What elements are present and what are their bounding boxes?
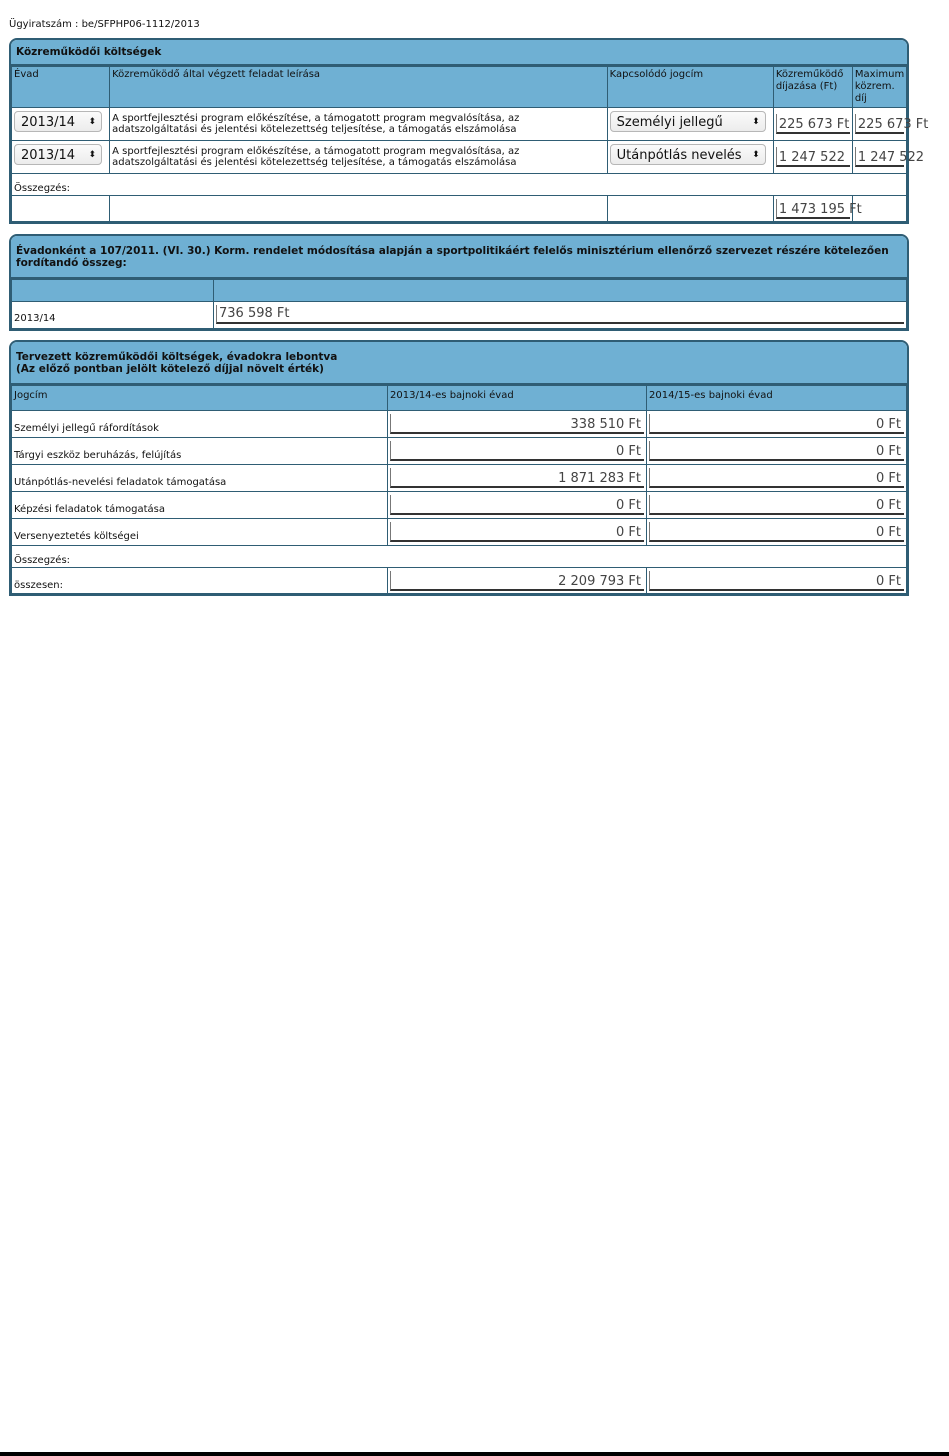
- fee-input[interactable]: 225 673 Ft: [776, 114, 850, 134]
- planned-costs-section: [9, 340, 909, 596]
- table-row: [12, 108, 907, 141]
- col-header-season: Évad: [12, 67, 110, 108]
- section-title: [11, 342, 907, 385]
- col-header-season-1: 2013/14-es bajnoki évad: [388, 386, 647, 411]
- season-2-input[interactable]: 0 Ft: [649, 495, 904, 515]
- season-select[interactable]: 2013/14 ⬍: [14, 144, 102, 165]
- row-label: Tárgyi eszköz beruházás, felújítás: [12, 438, 388, 465]
- section-title: Évadonként a 107/2011. (VI. 30.) Korm. rendelet módosítása alapján a sportpolitikáért felelős minisztérium ellenőrző szervezet részére kötelezően fordítandó összeg:: [11, 236, 907, 279]
- updown-icon: ⬍: [752, 150, 760, 160]
- row-label: Személyi jellegű ráfordítások: [12, 411, 388, 438]
- season-1-input[interactable]: 338 510 Ft: [390, 414, 644, 434]
- summary-label: Összegzés:: [12, 174, 907, 196]
- season-1-input[interactable]: 0 Ft: [390, 522, 644, 542]
- total-season-1-input[interactable]: 2 209 793 Ft: [390, 571, 644, 591]
- section-title: Közreműködői költségek: [11, 40, 907, 66]
- col-header-category: Jogcím: [12, 386, 388, 411]
- season-1-input[interactable]: 0 Ft: [390, 441, 644, 461]
- season-select[interactable]: 2013/14 ⬍: [14, 111, 102, 132]
- row-label: Versenyeztetés költségei: [12, 519, 388, 546]
- category-select[interactable]: Személyi jellegű ⬍: [610, 111, 766, 132]
- mandatory-amount-table: [11, 279, 907, 329]
- col-header-fee: Közreműködő díjazása (Ft): [773, 67, 852, 108]
- fee-total-input[interactable]: 1 473 195 Ft: [776, 199, 850, 219]
- section-title-line1: Tervezett közreműködői költségek, évadokra lebontva: [16, 351, 338, 363]
- section-title-line2: (Az előző pontban jelölt kötelező díjjal növelt érték): [16, 363, 324, 375]
- planned-costs-table: [11, 385, 907, 594]
- col-header-description: Közreműködő által végzett feladat leírása: [110, 67, 608, 108]
- mandatory-amount-input[interactable]: 736 598 Ft: [216, 305, 904, 324]
- season-1-input[interactable]: 0 Ft: [390, 495, 644, 515]
- table-row: [12, 465, 907, 492]
- season-2-input[interactable]: 0 Ft: [649, 522, 904, 542]
- table-row: [12, 141, 907, 174]
- table-row: [12, 492, 907, 519]
- col-header-season-2: 2014/15-es bajnoki évad: [647, 386, 907, 411]
- max-fee-input[interactable]: 1 247 522: [855, 147, 904, 167]
- table-row: [12, 438, 907, 465]
- description-cell: A sportfejlesztési program előkészítése, a támogatott program megvalósítása, az adatszolgáltatási és jelentési kötelezettség teljesítése, a támogatás elszámolása: [110, 141, 608, 174]
- season-2-input[interactable]: 0 Ft: [649, 468, 904, 488]
- max-fee-input[interactable]: 225 673 Ft: [855, 114, 904, 134]
- summary-label: Összegzés:: [12, 546, 907, 568]
- case-number: Ügyiratszám : be/SFPHP06-1112/2013: [9, 19, 200, 30]
- row-label: Képzési feladatok támogatása: [12, 492, 388, 519]
- row-label: Utánpótlás-nevelési feladatok támogatása: [12, 465, 388, 492]
- total-label: összesen:: [12, 568, 388, 594]
- season-1-input[interactable]: 1 871 283 Ft: [390, 468, 644, 488]
- total-season-2-input[interactable]: 0 Ft: [649, 571, 904, 591]
- updown-icon: ⬍: [752, 117, 760, 127]
- contributor-costs-table: [11, 66, 929, 222]
- col-header-max-fee: Maximum közrem. díj: [852, 67, 906, 108]
- col-header-category: Kapcsolódó jogcím: [607, 67, 773, 108]
- season-2-input[interactable]: 0 Ft: [649, 441, 904, 461]
- fee-input[interactable]: 1 247 522: [776, 147, 850, 167]
- season-2-input[interactable]: 0 Ft: [649, 414, 904, 434]
- contributor-costs-section: [9, 38, 929, 224]
- category-select[interactable]: Utánpótlás nevelés ⬍: [610, 144, 766, 165]
- table-row: [12, 411, 907, 438]
- bottom-border: [0, 1452, 949, 1456]
- mandatory-amount-section: [9, 234, 909, 331]
- description-cell: A sportfejlesztési program előkészítése, a támogatott program megvalósítása, az adatszolgáltatási és jelentési kötelezettség teljesítése, a támogatás elszámolása: [110, 108, 608, 141]
- updown-icon: ⬍: [88, 117, 96, 127]
- table-row: [12, 519, 907, 546]
- updown-icon: ⬍: [88, 150, 96, 160]
- season-label: 2013/14: [12, 302, 214, 329]
